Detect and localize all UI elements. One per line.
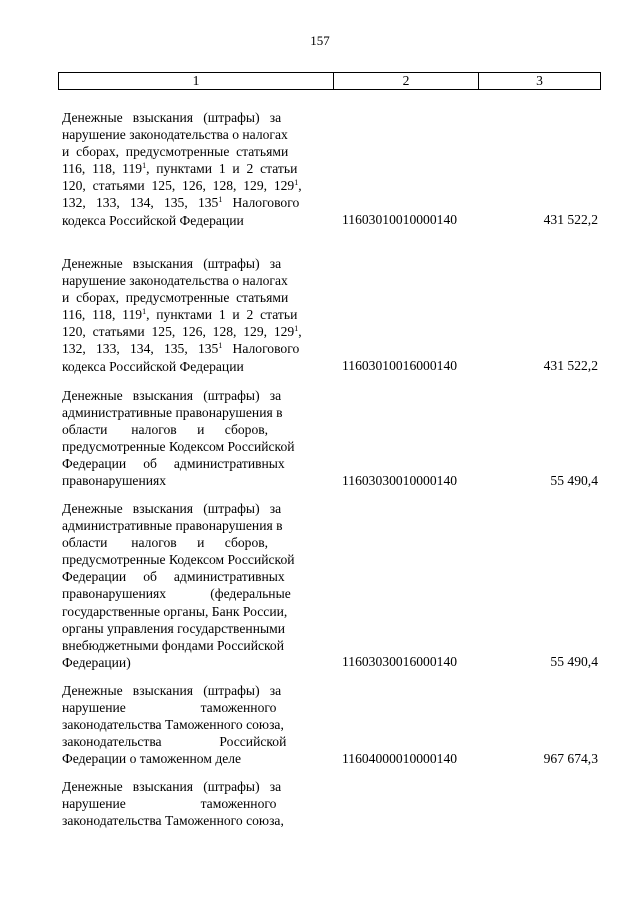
row-code: 11604000010000140	[342, 751, 458, 766]
row-amount: 431 522,2	[543, 212, 598, 227]
row-description: Денежные взыскания (штрафы) за административные правонарушения в области налогов и сборов, предусмотренные Кодексом Российской Федерации об административных правонарушениях	[62, 388, 295, 489]
column-header-3: 3	[536, 73, 543, 88]
row-code: 11603030016000140	[342, 654, 458, 669]
row-description: Денежные взыскания (штрафы) за нарушение законодательства о налогах и сборах, предусмотренные статьями 116, 118, $119^1$, пунктами 1 и 2 статьи 120, статьями 125, 126, 128, 129, $129^1$, 132, 133, 134, 135, $135^1$ Налогового кодекса Российской Федерации	[62, 256, 302, 374]
row-amount: 431 522,2	[543, 358, 598, 373]
column-header-1: 1	[59, 73, 334, 89]
row-code: 11603010010000140	[342, 212, 458, 227]
row-code: 11603010016000140	[342, 358, 458, 373]
table-column-header	[58, 72, 601, 90]
row-description: Денежные взыскания (штрафы) за нарушение таможенного законодательства Таможенного союза,	[62, 779, 284, 829]
column-header-2: 2	[334, 73, 479, 89]
page-number: 157	[310, 33, 330, 48]
row-description: Денежные взыскания (штрафы) за нарушение законодательства о налогах и сборах, предусмотренные статьями 116, 118, $119^1$, пунктами 1 и 2 статьи 120, статьями 125, 126, 128, 129, $129^1$, 132, 133, 134, 135, $135^1$ Налогового кодекса Российской Федерации	[62, 110, 302, 228]
row-amount: 55 490,4	[550, 473, 598, 488]
row-amount: 967 674,3	[543, 751, 598, 766]
row-description: Денежные взыскания (штрафы) за административные правонарушения в области налогов и сборов, предусмотренные Кодексом Российской Федерации об административных правонарушениях (федеральные государственные органы, Банк России, органы управления государственными внебюджетными фондами Российской Федерации)	[62, 501, 295, 670]
row-description: Денежные взыскания (штрафы) за нарушение таможенного законодательства Таможенного союза, законодательства Российской Федерации о таможенном деле	[62, 683, 287, 767]
row-code: 11603030010000140	[342, 473, 458, 488]
row-amount: 55 490,4	[550, 654, 598, 669]
